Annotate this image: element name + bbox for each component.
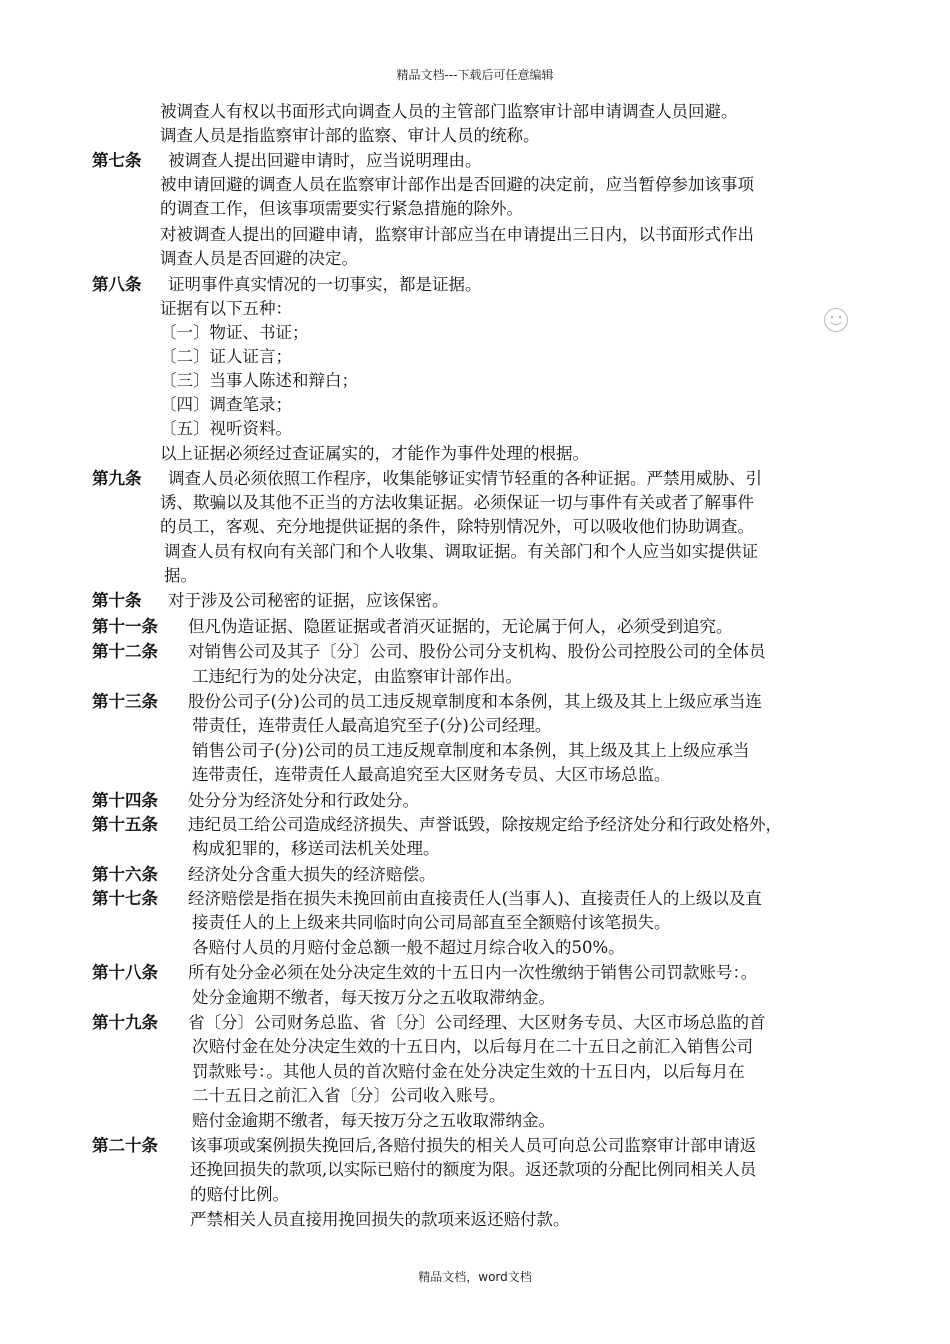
text-line: 销售公司子(分)公司的员工违反规章制度和本条例，其上级及其上上级应承当 (192, 741, 750, 760)
text-line: 诱、欺骗以及其他不正当的方法收集证据。必须保证一切与事件有关或者了解事件 (160, 493, 754, 512)
text-line: 股份公司子(分)公司的员工违反规章制度和本条例，其上级及其上上级应承当连 (188, 692, 762, 711)
text-line: 调查人员是指监察审计部的监察、审计人员的统称。 (160, 126, 540, 145)
text-line: 调查人员必须依照工作程序，收集能够证实情节轻重的各种证据。严禁用威胁、引 (168, 469, 762, 488)
text-line: 省〔分〕公司财务总监、省〔分〕公司经理、大区财务专员、大区市场总监的首 (188, 1013, 766, 1032)
article-label: 第十五条 (92, 815, 158, 834)
text-line: 〔三〕当事人陈述和辩白； (160, 371, 358, 390)
text-line: 所有处分金必须在处分决定生效的十五日内一次性缴纳于销售公司罚款账号：。 (188, 963, 758, 982)
page-header: 精品文档---下载后可任意编辑 (396, 68, 554, 82)
text-line: 该事项或案例损失挽回后,各赔付损失的相关人员可向总公司监察审计部申请返 (190, 1136, 757, 1155)
text-line: 被调查人提出回避申请时，应当说明理由。 (168, 151, 482, 170)
text-line: 处分分为经济处分和行政处分。 (188, 791, 419, 810)
text-line: 〔二〕证人证言； (160, 347, 292, 366)
text-line: 二十五日之前汇入省〔分〕公司收入账号。 (192, 1086, 506, 1105)
text-line: 接责任人的上上级来共同临时向公司局部直至全额赔付该笔损失。 (192, 913, 671, 932)
text-line: 严禁相关人员直接用挽回损失的款项来返还赔付款。 (190, 1210, 570, 1229)
article-label: 第八条 (92, 275, 142, 294)
text-line: 〔四〕调查笔录； (160, 395, 292, 414)
article-label: 第九条 (92, 469, 142, 488)
text-line: 次赔付金在处分决定生效的十五日内，以后每月在二十五日之前汇入销售公司 (192, 1037, 753, 1056)
text-line: 〔一〕物证、书证； (160, 323, 309, 342)
text-line: 的员工，客观、充分地提供证据的条件，除特别情况外，可以吸收他们协助调查。 (160, 517, 754, 536)
text-line: 工违纪行为的处分决定，由监察审计部作出。 (192, 667, 522, 686)
article-label: 第十七条 (92, 889, 158, 908)
article-label: 第十二条 (92, 642, 158, 661)
text-line: 被申请回避的调查人员在监察审计部作出是否回避的决定前，应当暂停参加该事项 (160, 175, 754, 194)
text-line: 的赔付比例。 (190, 1185, 289, 1204)
text-line: 经济赔偿是指在损失未挽回前由直接责任人(当事人)、直接责任人的上级以及直 (188, 889, 762, 908)
article-label: 第十条 (92, 591, 142, 610)
smiley-face-icon (823, 307, 849, 333)
text-line: 据。 (164, 566, 197, 585)
text-line: 各赔付人员的月赔付金总额一般不超过月综合收入的50%。 (192, 938, 625, 957)
text-line: 证明事件真实情况的一切事实，都是证据。 (168, 275, 482, 294)
text-line: 对被调查人提出的回避申请，监察审计部应当在申请提出三日内，以书面形式作出 (160, 225, 754, 244)
text-line: 构成犯罪的，移送司法机关处理。 (192, 839, 440, 858)
article-label: 第十四条 (92, 791, 158, 810)
article-label: 第十三条 (92, 692, 158, 711)
text-line: 带责任，连带责任人最高追究至子(分)公司经理。 (192, 716, 552, 735)
text-line: 以上证据必须经过查证属实的，才能作为事件处理的根据。 (160, 444, 589, 463)
page-footer: 精品文档，word文档 (418, 1270, 532, 1284)
text-line: 被调查人有权以书面形式向调查人员的主管部门监察审计部申请调查人员回避。 (160, 102, 738, 121)
text-line: 还挽回损失的款项,以实际已赔付的额度为限。返还款项的分配比例同相关人员 (190, 1160, 757, 1179)
text-line: 对销售公司及其子〔分〕公司、股份公司分支机构、股份公司控股公司的全体员 (188, 642, 766, 661)
text-line: 的调查工作，但该事项需要实行紧急措施的除外。 (160, 199, 523, 218)
text-line: 调查人员是否回避的决定。 (160, 249, 358, 268)
text-line: 处分金逾期不缴者，每天按万分之五收取滞纳金。 (192, 988, 555, 1007)
article-label: 第十八条 (92, 963, 158, 982)
article-label: 第二十条 (92, 1136, 158, 1155)
text-line: 经济处分含重大损失的经济赔偿。 (188, 865, 436, 884)
text-line: 违纪员工给公司造成经济损失、声誉诋毁，除按规定给予经济处分和行政处格外， (188, 815, 782, 834)
text-line: 调查人员有权向有关部门和个人收集、调取证据。有关部门和个人应当如实提供证 (164, 542, 758, 561)
text-line: 赔付金逾期不缴者，每天按万分之五收取滞纳金。 (192, 1111, 555, 1130)
text-line: 连带责任，连带责任人最高追究至大区财务专员、大区市场总监。 (192, 765, 671, 784)
article-label: 第七条 (92, 151, 142, 170)
article-label: 第十九条 (92, 1013, 158, 1032)
text-line: 证据有以下五种： (160, 299, 292, 318)
article-label: 第十六条 (92, 865, 158, 884)
text-line: 对于涉及公司秘密的证据，应该保密。 (168, 591, 449, 610)
text-line: 〔五〕视听资料。 (160, 419, 292, 438)
text-line: 但凡伪造证据、隐匿证据或者消灭证据的，无论属于何人，必须受到追究。 (188, 617, 733, 636)
article-label: 第十一条 (92, 617, 158, 636)
text-line: 罚款账号：。其他人员的首次赔付金在处分决定生效的十五日内，以后每月在 (192, 1062, 745, 1081)
